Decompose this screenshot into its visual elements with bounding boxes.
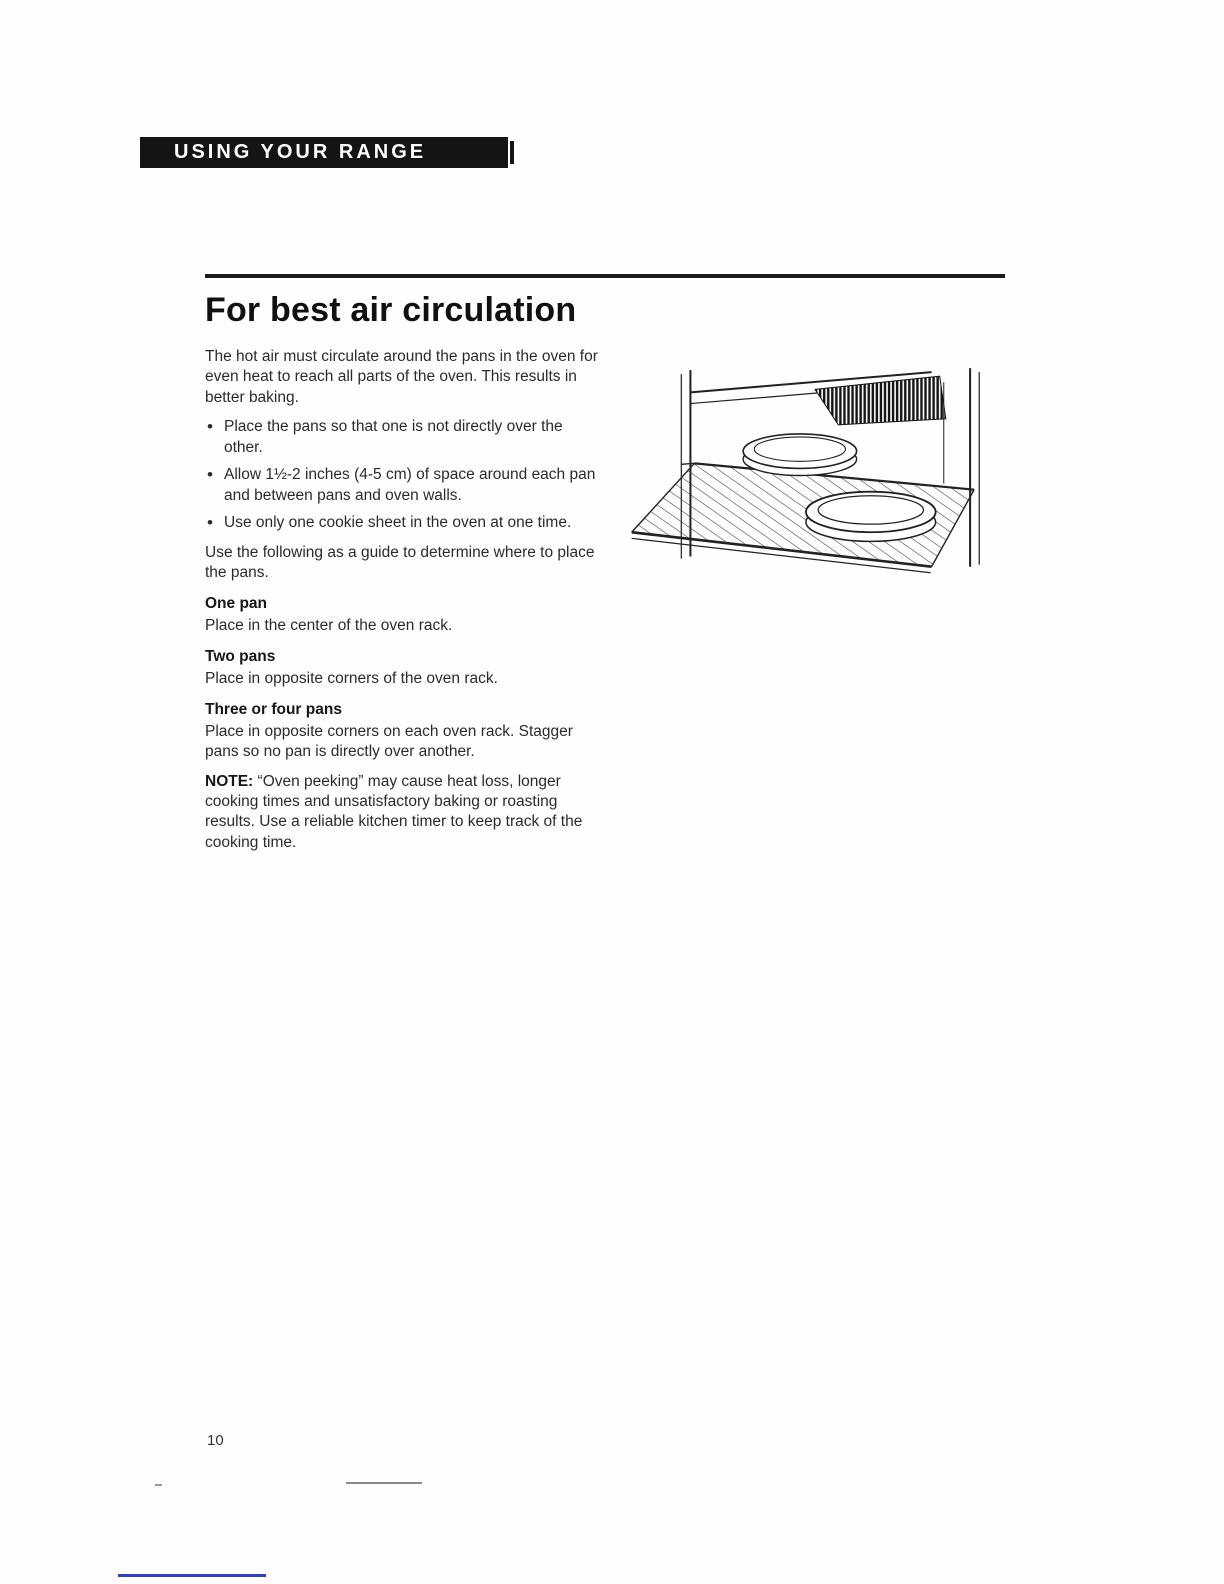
note-label: NOTE:: [205, 772, 254, 790]
guide-paragraph: Use the following as a guide to determine where to place the pans.: [205, 543, 595, 581]
article-column: [205, 278, 603, 862]
scan-artifact-dash: [155, 1484, 162, 1486]
bullet-item: • Allow 1½-2 inches (4-5 cm) of space around each pan and between pans and oven walls.: [205, 465, 603, 506]
three-four-pans-body: Place in opposite corners on each oven rack. Stagger pans so no pan is directly over another.: [205, 722, 573, 761]
page-number: 10: [207, 1432, 224, 1449]
two-pans-body: Place in opposite corners of the oven rack.: [205, 669, 498, 687]
bullet-item: • Use only one cookie sheet in the oven at one time.: [205, 513, 603, 533]
three-four-pans-heading: Three or four pans: [205, 701, 342, 719]
oven-rack-with-two-pans-drawing: [626, 362, 994, 590]
scan-artifact-blue-line: [118, 1574, 266, 1577]
note-paragraph: [205, 772, 603, 854]
section-banner: USING YOUR RANGE: [140, 137, 508, 168]
oven-rack-illustration: [626, 362, 994, 590]
two-pans-heading: Two pans: [205, 648, 276, 666]
bullet-list: [205, 417, 603, 533]
note-body: “Oven peeking” may cause heat loss, longer cooking times and unsatisfactory baking or roasting results. Use a reliable kitchen timer to keep track of the cooking time.: [205, 772, 583, 851]
intro-paragraph: The hot air must circulate around the pans in the oven for even heat to reach all parts of the oven. This results in better baking.: [205, 347, 598, 406]
page-title: For best air circulation: [205, 291, 577, 329]
one-pan-body: Place in the center of the oven rack.: [205, 616, 453, 634]
bullet-item: • Place the pans so that one is not directly over the other.: [205, 417, 603, 458]
one-pan-heading: One pan: [205, 595, 268, 613]
scan-artifact-dash: [346, 1482, 422, 1484]
